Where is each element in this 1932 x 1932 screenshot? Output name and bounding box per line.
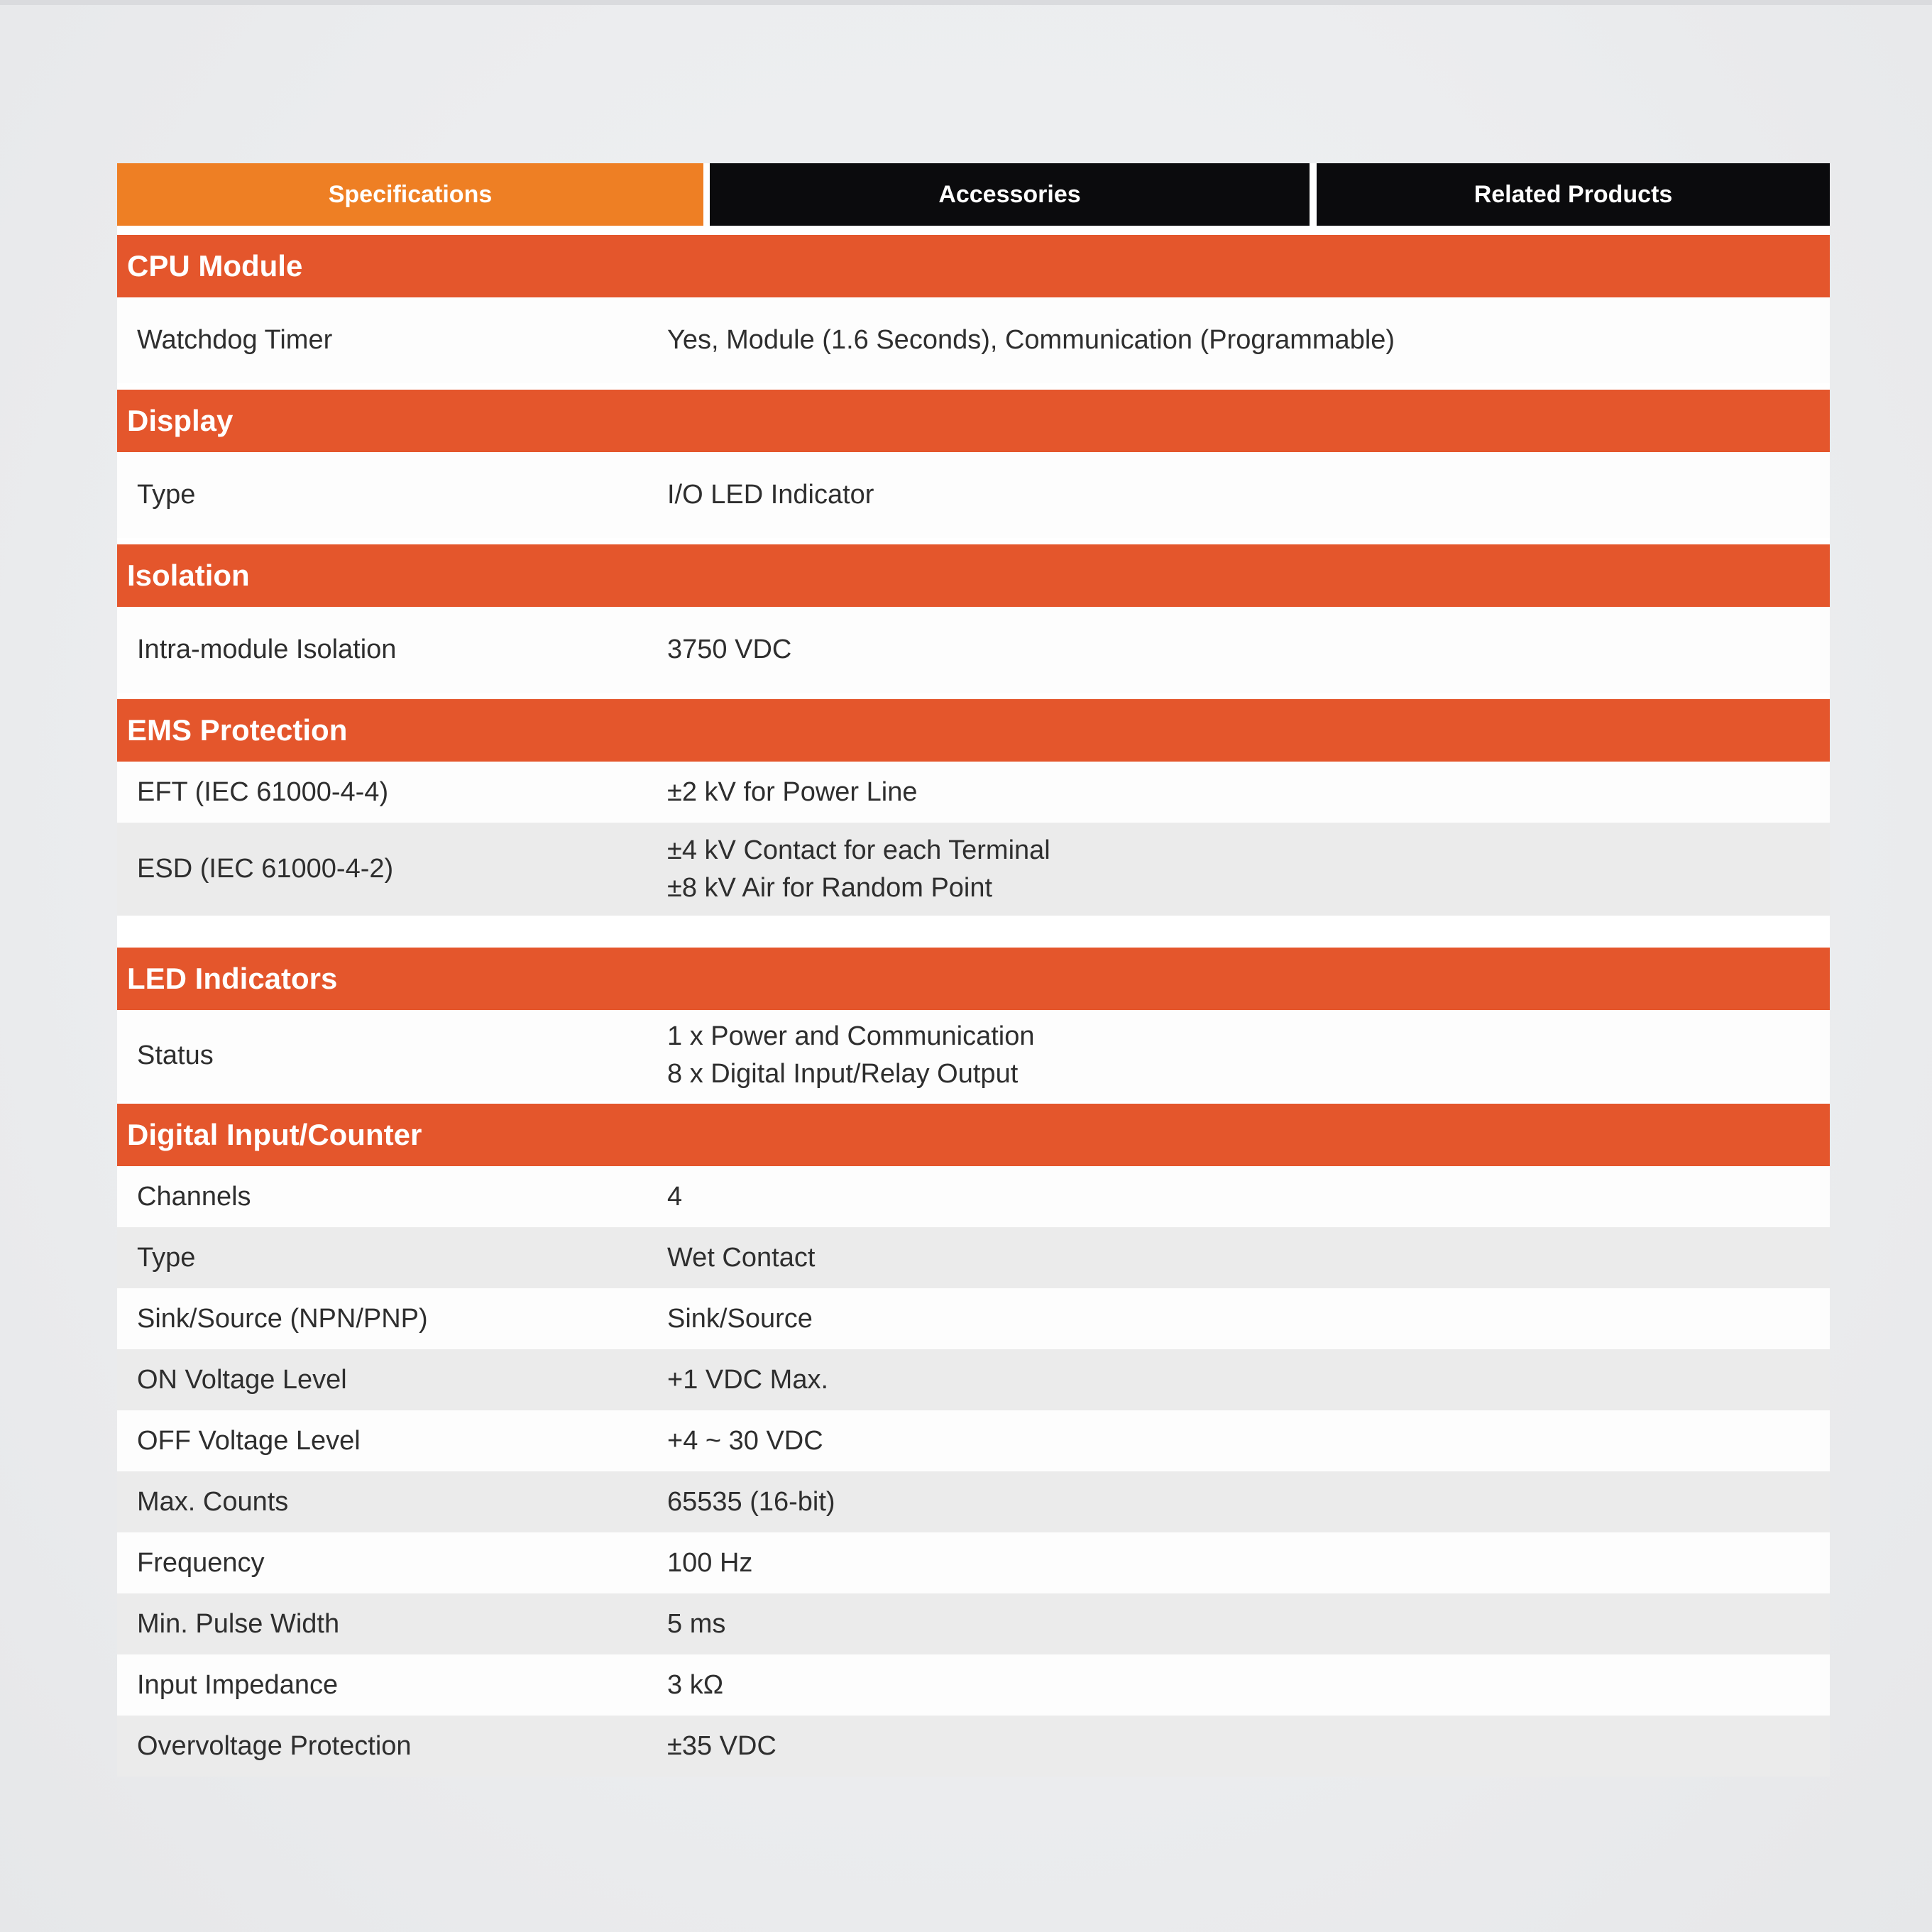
spacer [117,226,1830,235]
spec-label: Type [137,480,196,510]
spec-value-line: 1 x Power and Communication [667,1021,1035,1051]
spec-label: OFF Voltage Level [137,1425,361,1456]
spec-label: Watchdog Timer [137,325,333,355]
spec-label: Input Impedance [137,1669,339,1700]
spec-label: Channels [137,1181,251,1212]
spec-value: 4 [667,1181,683,1212]
spec-row-display-type [117,452,1830,538]
spec-row-watchdog-timer [117,297,1830,383]
spec-row-channels [117,1166,1830,1227]
spec-row-status [117,1010,1830,1101]
spec-value [667,832,1830,907]
spec-label: ON Voltage Level [137,1364,347,1395]
spec-value: 3750 VDC [667,635,792,664]
spec-label: Sink/Source (NPN/PNP) [137,1303,428,1334]
spec-value: ±35 VDC [667,1730,776,1761]
tab-specifications[interactable]: Specifications [117,163,703,226]
specification-table [117,163,1830,1777]
spec-label: Intra-module Isolation [137,635,397,664]
spec-value: I/O LED Indicator [667,480,874,510]
section-header-isolation: Isolation [117,544,1830,607]
spacer [117,383,1830,390]
spec-row-max-counts [117,1471,1830,1532]
spec-value-line: 8 x Digital Input/Relay Output [667,1059,1019,1089]
spec-value-line: ±8 kV Air for Random Point [667,872,993,903]
section-header-cpu-module: CPU Module [117,235,1830,297]
spec-row-input-impedance [117,1654,1830,1716]
spec-value: Wet Contact [667,1242,816,1273]
spec-label: Max. Counts [137,1486,289,1517]
tab-accessories[interactable]: Accessories [710,163,1310,226]
section-header-ems-protection: EMS Protection [117,699,1830,762]
spec-row-esd [117,823,1830,916]
spec-value: 5 ms [667,1608,726,1639]
spec-value: 3 kΩ [667,1669,724,1700]
spec-value: +4 ~ 30 VDC [667,1425,823,1456]
spec-row-min-pulse-width [117,1593,1830,1654]
spec-label: ESD (IEC 61000-4-2) [137,854,394,884]
spec-label: Type [137,1242,196,1273]
page-top-divider [0,0,1932,5]
spec-value: 65535 (16-bit) [667,1486,835,1517]
section-header-led-indicators: LED Indicators [117,948,1830,1010]
spec-value: ±2 kV for Power Line [667,776,918,807]
tab-bar [117,163,1830,226]
spec-row-intra-module-isolation [117,607,1830,693]
spec-label: Frequency [137,1547,265,1578]
tab-related-products[interactable]: Related Products [1317,163,1830,226]
spec-value [667,1018,1830,1093]
spacer [117,538,1830,544]
section-header-display: Display [117,390,1830,452]
spec-row-on-voltage-level [117,1349,1830,1410]
spec-label: Min. Pulse Width [137,1608,340,1639]
spec-label: Overvoltage Protection [137,1730,412,1761]
spec-value-line: ±4 kV Contact for each Terminal [667,835,1050,865]
spec-row-overvoltage-protection [117,1716,1830,1777]
spec-row-sink-source [117,1288,1830,1349]
spec-row-frequency [117,1532,1830,1593]
section-header-digital-input-counter: Digital Input/Counter [117,1104,1830,1166]
spec-row-off-voltage-level [117,1410,1830,1471]
spec-value: 100 Hz [667,1547,753,1578]
spec-value: Sink/Source [667,1303,813,1334]
spec-label: EFT (IEC 61000-4-4) [137,776,389,807]
spec-label: Status [137,1040,214,1070]
spec-value: +1 VDC Max. [667,1364,829,1395]
spacer [117,916,1830,948]
spacer [117,693,1830,699]
spec-row-eft [117,762,1830,823]
spec-row-di-type [117,1227,1830,1288]
spec-value: Yes, Module (1.6 Seconds), Communication (Programmable) [667,325,1395,355]
